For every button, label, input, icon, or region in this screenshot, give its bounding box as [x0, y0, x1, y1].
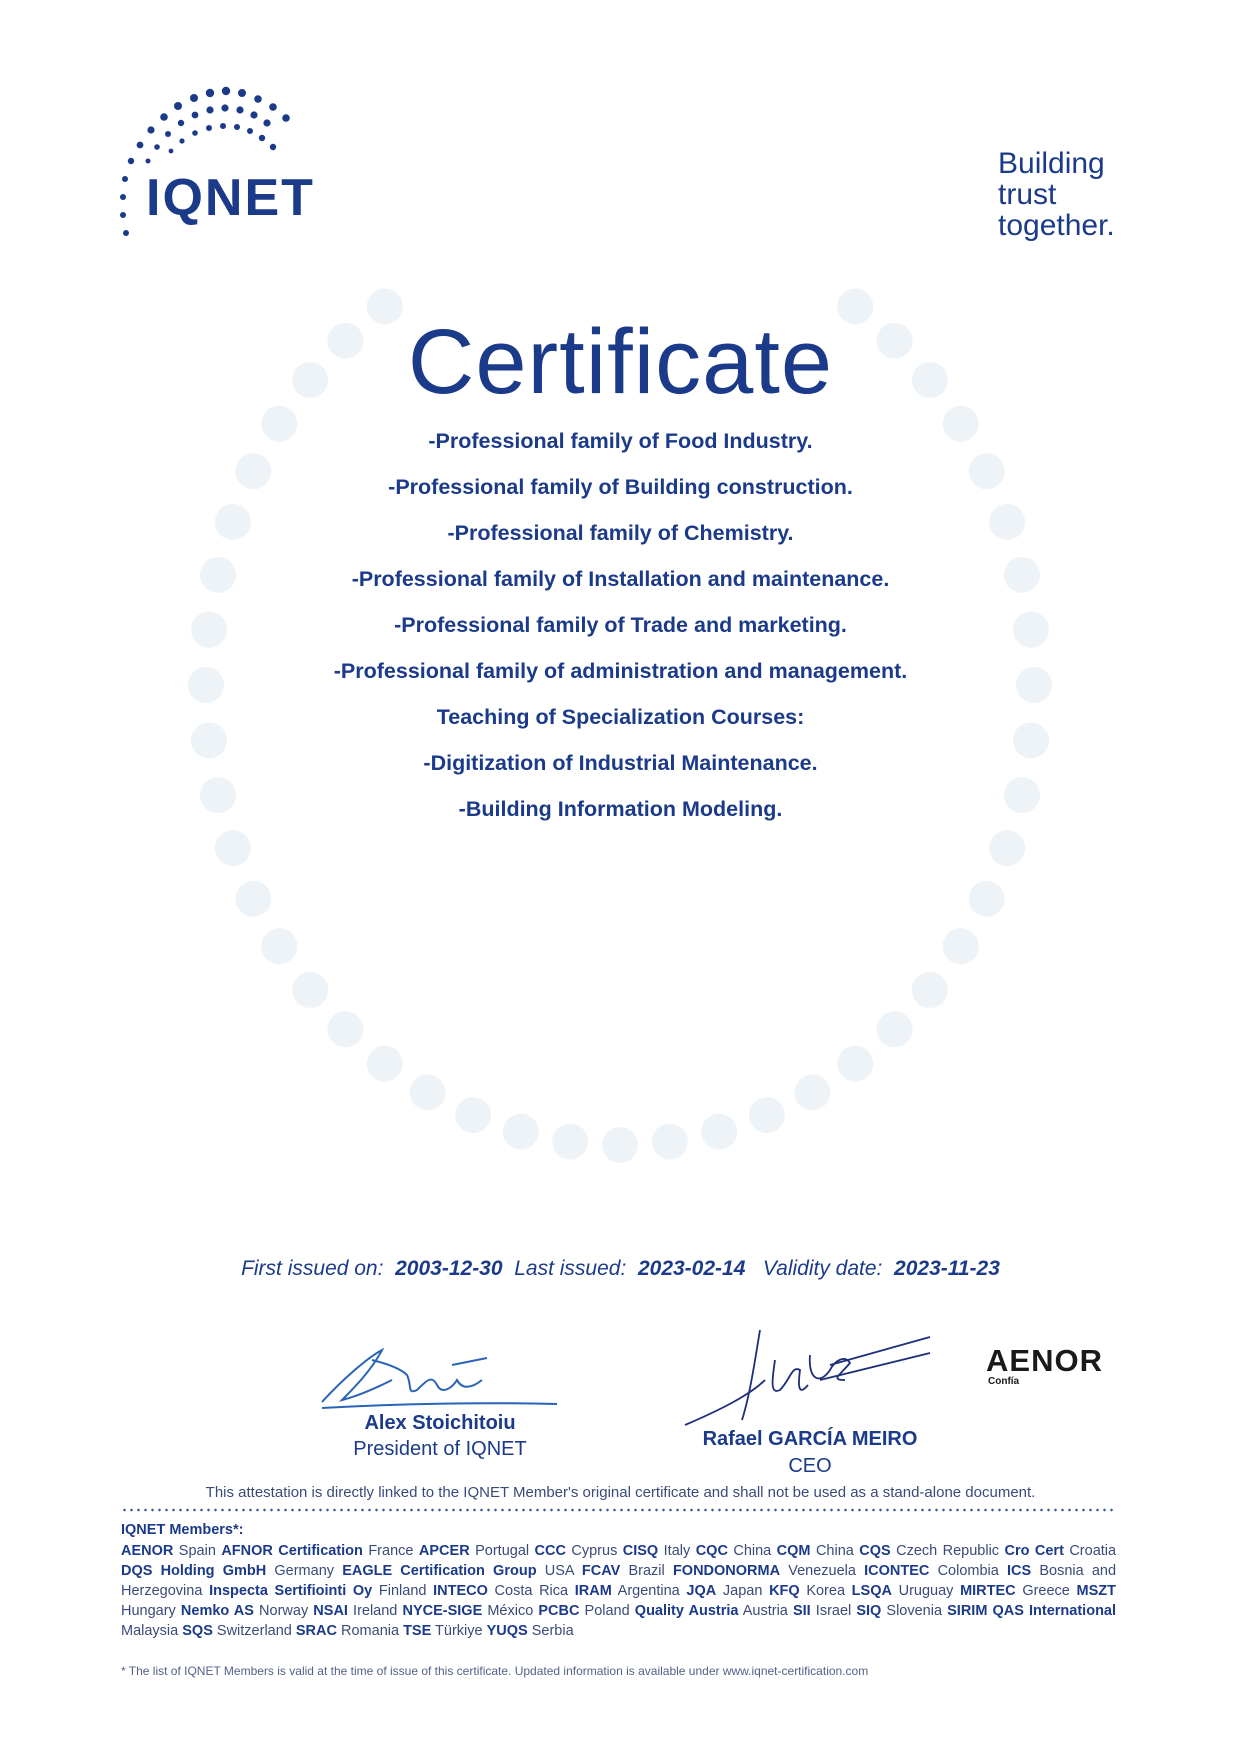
decorative-dot: [877, 1011, 913, 1047]
scope-line: -Building Information Modeling.: [458, 797, 783, 821]
decorative-dot: [794, 1074, 830, 1110]
signatory-name: Alex Stoichitoiu: [364, 1412, 516, 1434]
first-issued-date: 2003-12-30: [395, 1257, 503, 1280]
member-entry: [121, 1563, 334, 1579]
member-entry: [859, 1543, 999, 1559]
decorative-dot: [602, 1127, 638, 1163]
signature-president: [312, 1340, 562, 1420]
member-country: Romania: [336, 1623, 400, 1639]
member-org: SII: [792, 1603, 811, 1619]
member-entry: [623, 1543, 690, 1559]
member-entry: [221, 1543, 413, 1559]
member-entry: [852, 1583, 954, 1599]
footnote: * The list of IQNET Members is valid at the time of issue of this certificate. Updated information is available under www.iqnet-certification.com: [121, 1664, 869, 1678]
members-list: [121, 1541, 1116, 1641]
member-org: YUQS: [486, 1623, 528, 1639]
member-org: CISQ: [622, 1543, 659, 1559]
member-org: APCER: [418, 1543, 470, 1559]
member-org: SIRIM QAS International: [947, 1603, 1117, 1619]
member-country: Germany: [266, 1563, 335, 1579]
member-org: AENOR: [121, 1543, 174, 1559]
last-issued-date: 2023-02-14: [637, 1257, 746, 1280]
member-org: DQS Holding GmbH: [121, 1563, 267, 1579]
iqnet-logo-text: IQNET: [146, 169, 315, 227]
member-country: USA: [536, 1563, 574, 1579]
member-entry: [777, 1543, 854, 1559]
member-entry: [575, 1583, 680, 1599]
member-org: CQC: [695, 1543, 728, 1559]
member-entry: [403, 1623, 483, 1639]
decorative-dot: [969, 881, 1005, 917]
member-country: Serbia: [527, 1623, 574, 1639]
member-country: China: [810, 1543, 854, 1559]
validity-date: 2023-11-23: [894, 1257, 1000, 1280]
member-country: Spain: [173, 1543, 216, 1559]
member-org: Quality Austria: [634, 1603, 739, 1619]
member-org: LSQA: [851, 1583, 892, 1599]
member-country: Brazil: [620, 1563, 665, 1579]
member-org: MSZT: [1076, 1583, 1116, 1599]
scope-line: Teaching of Specialization Courses:: [436, 705, 805, 729]
member-entry: [673, 1563, 856, 1579]
member-entry: [686, 1583, 762, 1599]
member-entry: [960, 1583, 1070, 1599]
member-entry: [538, 1603, 629, 1619]
decorative-dot: [912, 972, 948, 1008]
decorative-dot: [652, 1124, 688, 1160]
member-org: Nemko AS: [180, 1603, 254, 1619]
member-entry: [433, 1583, 568, 1599]
issue-dates: [0, 1257, 1241, 1281]
member-org: JQA: [686, 1583, 717, 1599]
validity-label: Validity date:: [762, 1257, 883, 1280]
tagline-line: Building: [998, 147, 1105, 180]
aenor-logo: [986, 1343, 1103, 1387]
member-entry: [487, 1623, 574, 1639]
member-org: SRAC: [295, 1623, 337, 1639]
scope-line: -Professional family of Food Industry.: [428, 429, 813, 453]
member-org: Cro Cert: [1004, 1543, 1064, 1559]
member-country: Croatia: [1063, 1543, 1117, 1559]
member-entry: [856, 1603, 942, 1619]
decorative-dot: [328, 1011, 364, 1047]
member-country: France: [362, 1543, 414, 1559]
member-country: Argentina: [611, 1583, 680, 1599]
certificate-scope: [0, 428, 1241, 842]
member-country: Israel: [810, 1603, 852, 1619]
member-country: Uruguay: [891, 1583, 954, 1599]
member-country: Cyprus: [565, 1543, 618, 1559]
member-country: Costa Rica: [487, 1583, 569, 1599]
member-country: México: [482, 1603, 534, 1619]
member-country: Japan: [716, 1583, 763, 1599]
tagline-line: together.: [998, 209, 1115, 242]
member-country: Czech Republic: [890, 1543, 1000, 1559]
decorative-dot: [367, 1046, 403, 1082]
member-entry: [182, 1623, 292, 1639]
member-country: China: [727, 1543, 772, 1559]
member-country: Austria: [738, 1603, 788, 1619]
last-issued-label: Last issued:: [514, 1257, 627, 1280]
member-entry: [419, 1543, 529, 1559]
member-org: CCC: [534, 1543, 566, 1559]
member-country: Ireland: [347, 1603, 398, 1619]
member-entry: [181, 1603, 308, 1619]
member-country: Finland: [372, 1583, 427, 1599]
members-title: IQNET Members*:: [121, 1522, 244, 1538]
member-org: Inspecta Sertifiointi Oy: [209, 1583, 373, 1599]
member-org: IRAM: [574, 1583, 612, 1599]
member-org: ICS: [1007, 1563, 1032, 1579]
member-entry: [696, 1543, 772, 1559]
member-country: Colombia: [929, 1563, 999, 1579]
member-country: Norway: [253, 1603, 309, 1619]
signatory-name: Rafael GARCÍA MEIRO: [702, 1428, 918, 1450]
member-entry: [864, 1563, 999, 1579]
member-entry: [1005, 1543, 1117, 1559]
member-country: Türkiye: [431, 1623, 483, 1639]
scope-line: -Professional family of administration and management.: [333, 659, 908, 683]
member-entry: [209, 1583, 426, 1599]
member-org: INTECO: [433, 1583, 488, 1599]
scope-line: -Digitization of Industrial Maintenance.: [423, 751, 818, 775]
dotted-divider: [121, 1508, 1116, 1512]
decorative-dot: [410, 1074, 446, 1110]
scope-line: -Professional family of Installation and maintenance.: [351, 567, 890, 591]
decorative-dot: [261, 928, 297, 964]
tagline-line: trust: [998, 178, 1057, 211]
member-org: TSE: [403, 1623, 432, 1639]
member-entry: [769, 1583, 845, 1599]
member-country: Korea: [799, 1583, 846, 1599]
member-entry: [121, 1543, 216, 1559]
member-org: ICONTEC: [864, 1563, 930, 1579]
member-org: SIQ: [856, 1603, 882, 1619]
certificate-title: Certificate: [407, 311, 834, 413]
member-org: CQS: [859, 1543, 891, 1559]
aenor-logo-subtitle: Confía: [988, 1376, 1020, 1387]
member-org: FONDONORMA: [672, 1563, 781, 1579]
signatory-role: CEO: [788, 1455, 832, 1477]
decorative-dot: [749, 1097, 785, 1133]
member-org: FCAV: [581, 1563, 621, 1579]
decorative-dot: [701, 1114, 737, 1150]
decorative-dot: [552, 1124, 588, 1160]
member-country: Portugal: [469, 1543, 530, 1559]
member-country: Switzerland: [212, 1623, 292, 1639]
member-org: EAGLE Certification Group: [342, 1563, 537, 1579]
attestation-note: This attestation is directly linked to the IQNET Member's original certificate and shall not be used as a stand-alone document.: [205, 1484, 1036, 1501]
member-org: SQS: [182, 1623, 213, 1639]
member-org: NSAI: [313, 1603, 348, 1619]
member-org: AFNOR Certification: [221, 1543, 363, 1559]
scope-line: -Professional family of Building construction.: [388, 475, 853, 499]
member-country: Venezuela: [780, 1563, 856, 1579]
decorative-dot: [943, 928, 979, 964]
signatory-role: President of IQNET: [353, 1438, 527, 1460]
decorative-dot: [503, 1114, 539, 1150]
decorative-dot: [837, 1046, 873, 1082]
signature-ceo: [680, 1325, 940, 1435]
member-country: Hungary: [121, 1603, 176, 1619]
member-entry: [793, 1603, 851, 1619]
member-org: MIRTEC: [960, 1583, 1016, 1599]
member-country: Bosnia and Herzegovina: [121, 1563, 1117, 1599]
decorative-dot: [292, 972, 328, 1008]
decorative-dot: [235, 881, 271, 917]
member-org: KFQ: [769, 1583, 800, 1599]
member-country: Malaysia: [121, 1623, 179, 1639]
member-entry: [635, 1603, 788, 1619]
member-country: Poland: [579, 1603, 630, 1619]
member-entry: [296, 1623, 399, 1639]
member-entry: [313, 1603, 397, 1619]
decorative-dot: [455, 1097, 491, 1133]
member-entry: [402, 1603, 533, 1619]
member-entry: [535, 1543, 618, 1559]
member-country: Slovenia: [881, 1603, 943, 1619]
scope-line: -Professional family of Chemistry.: [447, 521, 794, 545]
member-org: CQM: [776, 1543, 811, 1559]
member-org: NYCE-SIGE: [402, 1603, 483, 1619]
member-entry: [342, 1563, 574, 1579]
member-country: Greece: [1015, 1583, 1070, 1599]
member-org: PCBC: [538, 1603, 580, 1619]
aenor-logo-text: AENOR: [986, 1343, 1103, 1378]
member-country: Italy: [658, 1543, 691, 1559]
first-issued-label: First issued on:: [241, 1257, 384, 1280]
member-entry: [582, 1563, 665, 1579]
scope-line: -Professional family of Trade and marketing.: [394, 613, 847, 637]
